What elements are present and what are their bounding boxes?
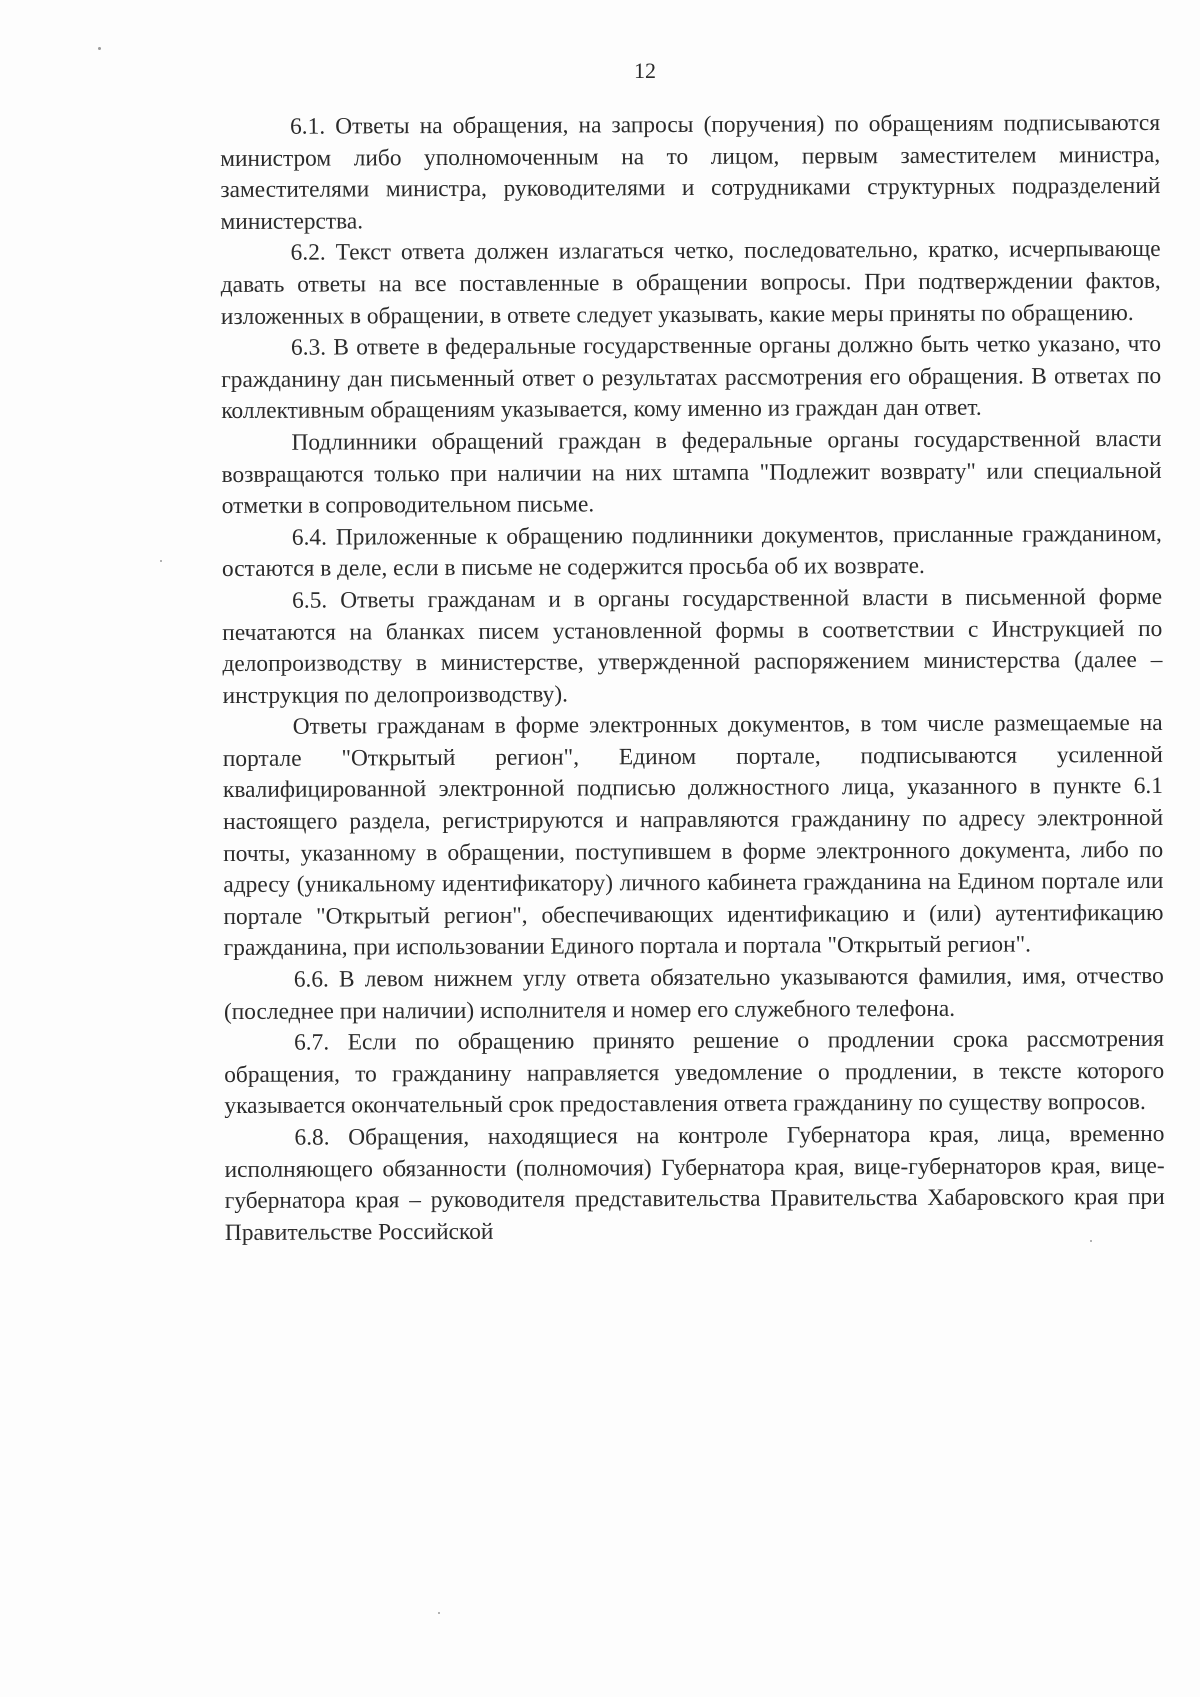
scan-speck <box>160 560 162 562</box>
document-body <box>220 108 1165 1249</box>
paragraph-electronic-answers: Ответы гражданам в форме электронных документов, в том числе размещаемые на портале "Открытый регион", Едином портале, подписываются усиленной квалифицированной электронной подписью должностного лица, указанного в пункте 6.1 настоящего раздела, регистрируются и направляются гражданину по адресу электронной почты, указанному в обращении, поступившем в форме электронного документа, либо по адресу (уникальному идентификатору) личного кабинета гражданина на Едином портале или портале "Открытый регион", обеспечивающих идентификацию и (или) аутентификацию гражданина, при использовании Единого портала и портала "Открытый регион". <box>222 710 1164 962</box>
paragraph-originals-return: Подлинники обращений граждан в федеральные органы государственной власти возвращаются только при наличии на них штампа "Подлежит возврату" или специальной отметки в сопроводительном письме. <box>221 425 1162 520</box>
scan-speck <box>438 1612 440 1614</box>
paragraph-6-3: 6.3. В ответе в федеральные государственные органы должно быть четко указано, что гражданину дан письменный ответ о результатах рассмотрения его обращения. В ответах по коллективным обращениям указывается, кому именно из граждан дан ответ. <box>221 331 1162 425</box>
page-number: 12 <box>634 58 656 83</box>
paragraph-6-6: 6.6. В левом нижнем углу ответа обязательно указываются фамилия, имя, отчество (последнее при наличии) исполнителя и номер его служебного телефона. <box>223 962 1164 1025</box>
paragraph-6-2: 6.2. Текст ответа должен излагаться четко, последовательно, кратко, исчерпывающе давать ответы на все поставленные в обращении вопросы. При подтверждении фактов, изложенных в обращении, в ответе следует указывать, какие меры приняты по обращению. <box>220 236 1161 330</box>
paragraph-6-4: 6.4. Приложенные к обращению подлинники документов, присланные гражданином, остаются в деле, если в письме не содержится просьба об их возврате. <box>221 520 1162 583</box>
scan-speck <box>98 47 101 50</box>
paragraph-6-8: 6.8. Обращения, находящиеся на контроле Губернатора края, лица, временно исполняющего обязанности (полномочия) Губернатора края, вице-губернаторов края, вице-губернатора края – руководителя представительства Правительства Хабаровского края при Правительстве Российской <box>224 1120 1165 1246</box>
paragraph-6-5: 6.5. Ответы гражданам и в органы государственной власти в письменной форме печатаются на бланках писем установленной формы в соответствии с Инструкцией по делопроизводству в министерстве, утвержденной распоряжением министерства (далее – инструкция по делопроизводству). <box>222 583 1163 709</box>
paragraph-6-1: 6.1. Ответы на обращения, на запросы (поручения) по обращениям подписываются министром либо уполномоченным на то лицом, первым заместителем министра, заместителями министра, руководителями и сотрудниками структурных подразделений министерства. <box>220 109 1161 235</box>
paragraph-6-7: 6.7. Если по обращению принято решение о продлении срока рассмотрения обращения, то гражданину направляется уведомление о продлении, в тексте которого указывается окончательный срок предоставления ответа гражданину по существу вопросов. <box>224 1026 1165 1120</box>
